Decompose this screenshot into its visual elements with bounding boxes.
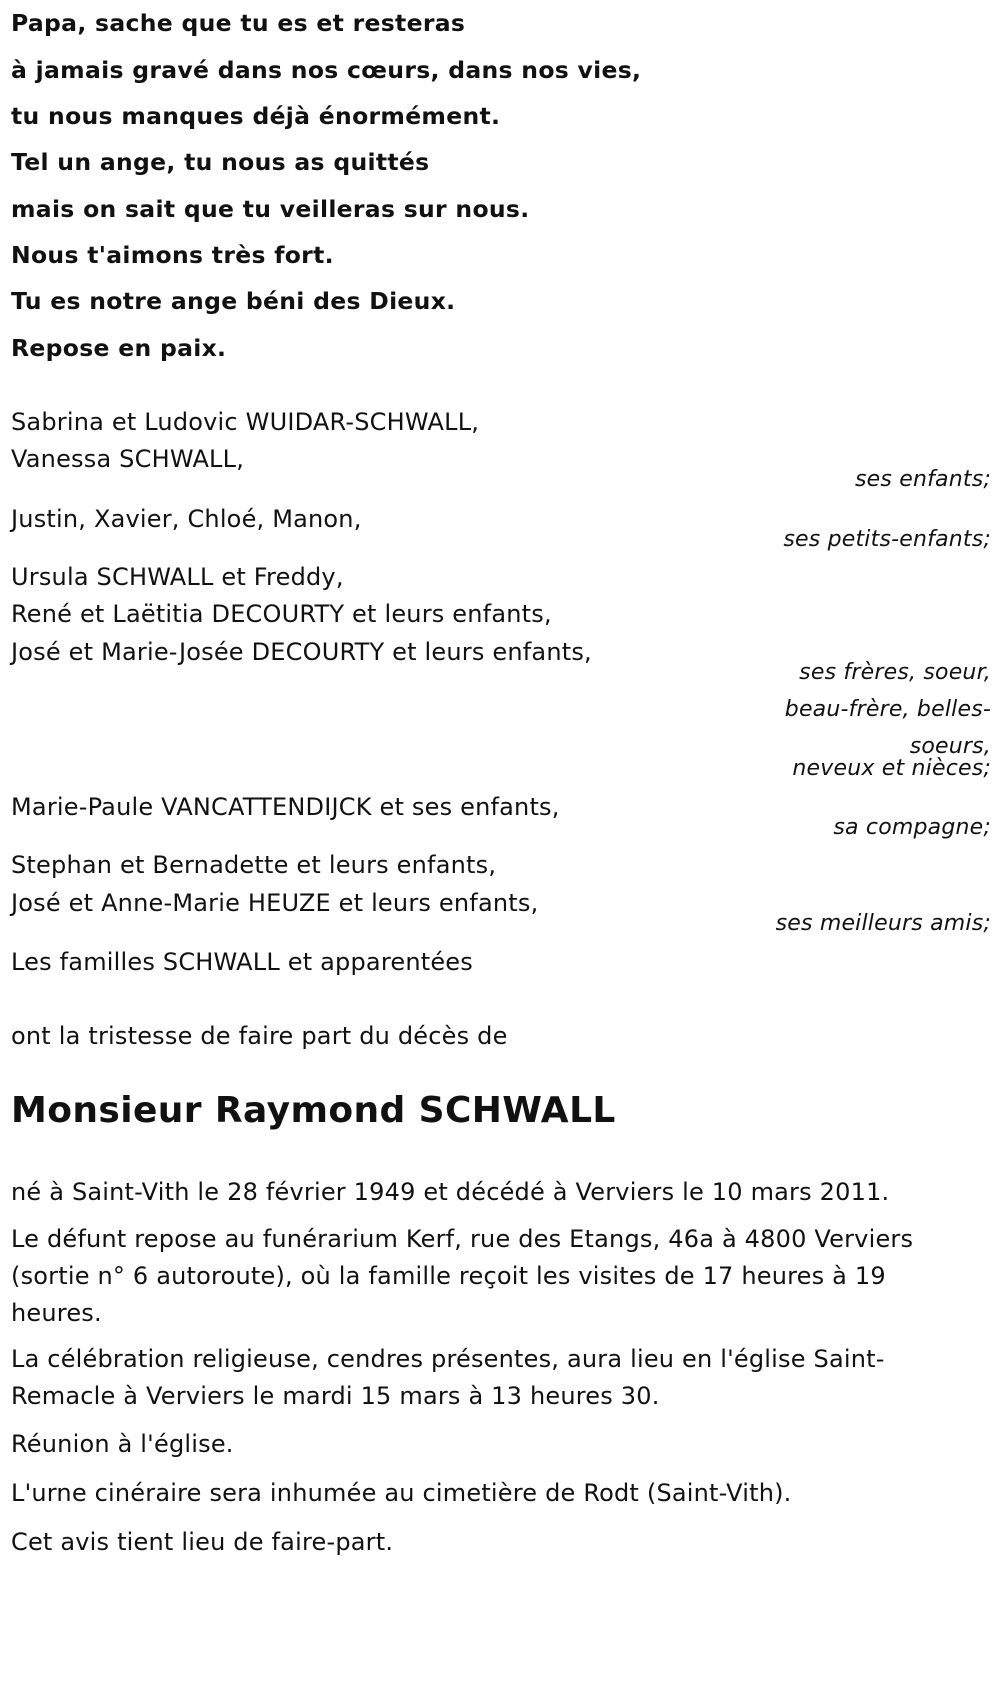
poem-line: Repose en paix. (11, 334, 227, 362)
poem-line: Nous t'aimons très fort. (11, 241, 334, 269)
announcement-text: ont la tristesse de faire part du décès de (11, 1022, 508, 1050)
detail-paragraph: La célébration religieuse, cendres présentes, aura lieu en l'église Saint-Remacle à Verviers le mardi 15 mars à 13 heures 30. (11, 1345, 885, 1410)
deceased-name: Monsieur Raymond SCHWALL (11, 1090, 616, 1131)
family-role: sa compagne; (833, 815, 991, 840)
family-role: soeurs, (909, 734, 991, 759)
family-name: René et Laëtitia DECOURTY et leurs enfants, (11, 600, 552, 628)
family-role: ses petits-enfants; (783, 527, 991, 552)
family-name: Les familles SCHWALL et apparentées (11, 948, 473, 976)
poem-line: tu nous manques déjà énormément. (11, 102, 501, 130)
family-role: ses meilleurs amis; (775, 911, 991, 936)
family-name: José et Anne-Marie HEUZE et leurs enfants, (11, 889, 539, 917)
poem-line: Papa, sache que tu es et resteras (11, 9, 466, 37)
family-name: Justin, Xavier, Chloé, Manon, (11, 505, 362, 533)
poem-line: mais on sait que tu veilleras sur nous. (11, 195, 530, 223)
poem-line: Tu es notre ange béni des Dieux. (11, 287, 456, 315)
family-role: neveux et nièces; (792, 756, 991, 781)
family-name: Vanessa SCHWALL, (11, 445, 245, 473)
family-role: ses enfants; (854, 467, 991, 492)
family-name: Sabrina et Ludovic WUIDAR-SCHWALL, (11, 408, 480, 436)
family-name: José et Marie-Josée DECOURTY et leurs enfants, (11, 638, 592, 666)
detail-paragraph: Le défunt repose au funérarium Kerf, rue des Etangs, 46a à 4800 Verviers (sortie n° 6 autoroute), où la famille reçoit les visites de 17 heures à 19 heures. (11, 1225, 914, 1327)
poem-line: Tel un ange, tu nous as quittés (11, 148, 430, 176)
poem-line: à jamais gravé dans nos cœurs, dans nos vies, (11, 56, 642, 84)
family-role: ses frères, soeur, (799, 660, 991, 685)
detail-paragraph: Cet avis tient lieu de faire-part. (11, 1528, 394, 1556)
family-name: Stephan et Bernadette et leurs enfants, (11, 851, 497, 879)
funeral-details (11, 1172, 981, 1571)
detail-paragraph: L'urne cinéraire sera inhumée au cimetière de Rodt (Saint-Vith). (11, 1479, 792, 1507)
family-name: Marie-Paule VANCATTENDIJCK et ses enfants, (11, 793, 560, 821)
family-name: Ursula SCHWALL et Freddy, (11, 563, 344, 591)
detail-paragraph: Réunion à l'église. (11, 1430, 234, 1458)
family-role: beau-frère, belles- (784, 697, 991, 722)
detail-paragraph: né à Saint-Vith le 28 février 1949 et décédé à Verviers le 10 mars 2011. (11, 1178, 890, 1206)
